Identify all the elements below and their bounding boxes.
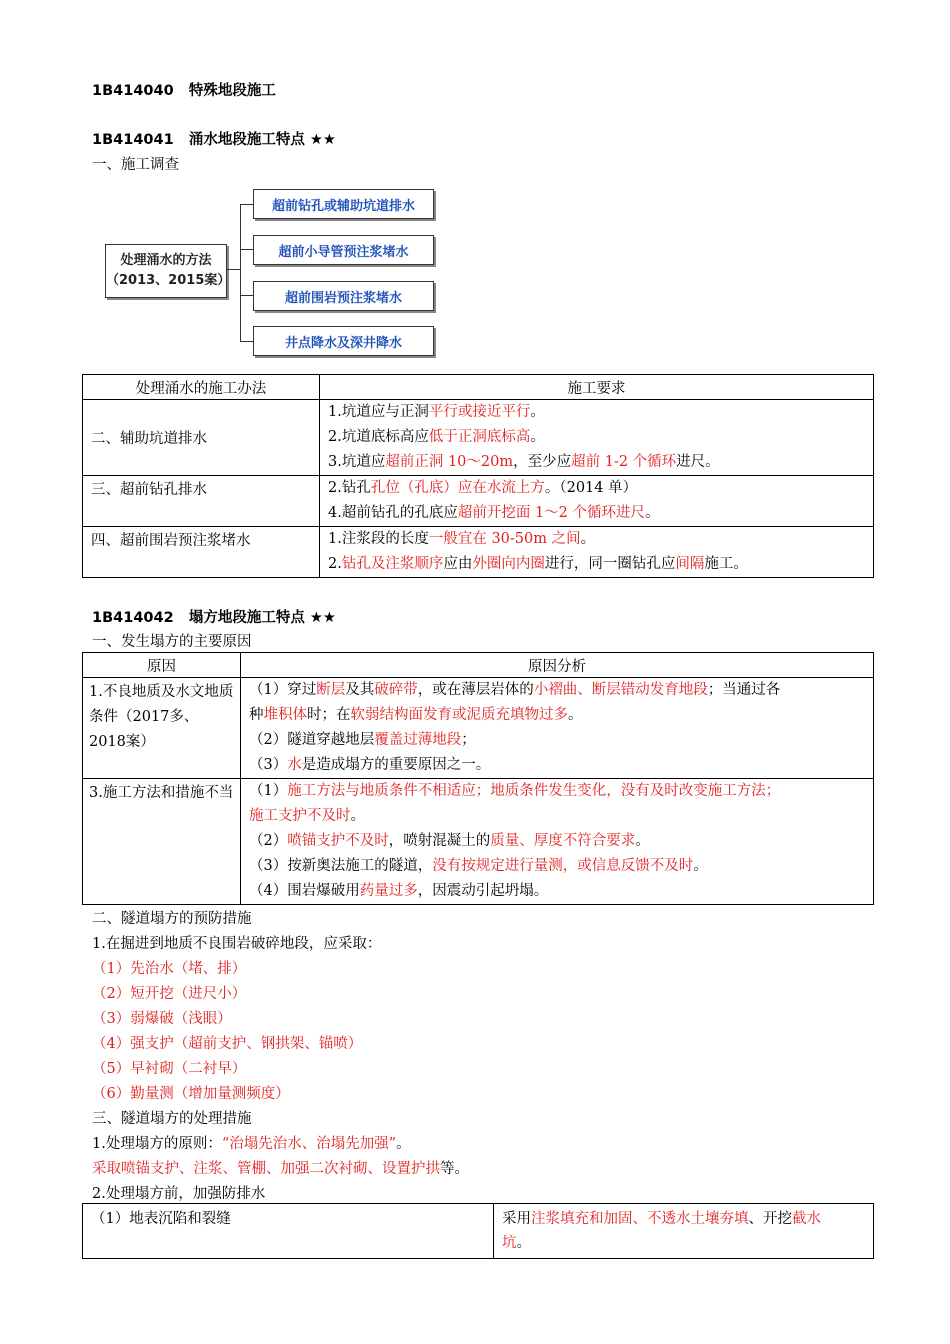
text-segment: ，或在薄层岩体的 <box>417 682 534 698</box>
section-heading <box>92 79 276 100</box>
paragraph-heading: 一、施工调查 <box>92 157 179 173</box>
condition-cell: （1）地表沉陷和裂缝 <box>83 1204 494 1259</box>
text-segment: （1）穿过 <box>249 682 317 698</box>
collapse-cause-table <box>82 652 874 905</box>
text-segment: ； <box>461 732 476 748</box>
text-segment: 进尺。 <box>676 454 720 470</box>
text-segment: 。 <box>635 833 650 849</box>
emphasis-text: 一般宜在 30-50m 之间 <box>428 531 581 547</box>
text-segment: ，喷射混凝土的 <box>388 833 491 849</box>
prevention-heading: 二、隧道塌方的预防措施 <box>92 911 252 927</box>
measure-line <box>502 1231 865 1255</box>
emphasis-text: 平行或接近平行 <box>428 404 531 420</box>
method-cell: 二、辅助坑道排水 <box>83 400 320 476</box>
emphasis-text: 药量过多 <box>359 883 418 899</box>
subsection-code: 1B414042 <box>92 610 174 626</box>
prevention-item: （2）短开挖（进尺小） <box>92 986 247 1002</box>
water-treatment-table <box>82 374 874 578</box>
emphasis-text: 孔位（孔底）应在水流上方 <box>370 480 545 496</box>
connector-line <box>240 204 241 342</box>
subsection-title: 塌方地段施工特点 <box>188 610 305 626</box>
table-header: 原因 <box>83 653 241 678</box>
text-segment: （1） <box>249 783 288 799</box>
text-segment: 。 <box>693 858 708 874</box>
prevention-item: （5）早衬砌（二衬早） <box>92 1061 247 1077</box>
treatment-principle <box>92 1132 411 1153</box>
prevention-intro: 1.在掘进到地质不良围岩破碎地段，应采取： <box>92 936 382 952</box>
principle-text: “治塌先治水、治塌先加强” <box>221 1136 397 1152</box>
text-segment: （3） <box>249 757 288 773</box>
text-segment: 1.坑道应与正洞 <box>328 404 429 420</box>
requirement-cell <box>320 400 874 476</box>
emphasis-text: 施工方法与地质条件不相适应；地质条件发生变化，没有及时改变施工方法； <box>287 783 781 799</box>
table-row <box>83 527 874 578</box>
connector-line <box>240 204 253 205</box>
requirement-line <box>320 400 873 425</box>
analysis-line <box>241 728 873 753</box>
connector-line <box>240 249 253 250</box>
diagram-branch: 超前小导管预注浆堵水 <box>253 235 434 265</box>
emphasis-text: 超前 1-2 个循环 <box>571 454 677 470</box>
treatment-heading: 三、隧道塌方的处理措施 <box>92 1111 252 1127</box>
prevention-item: （3）弱爆破（浅眼） <box>92 1011 232 1027</box>
star-rating: ★★ <box>309 132 336 148</box>
diagram-main-line2: （2013、2015案） <box>106 273 231 288</box>
emphasis-text: 超前开挖面 1～2 个循环进尺 <box>457 505 646 521</box>
emphasis-text: 超前正洞 10～20m <box>385 454 514 470</box>
connector-line <box>240 341 253 342</box>
principle-suffix: 。 <box>396 1136 411 1152</box>
text-segment: 种 <box>249 707 264 723</box>
analysis-cell <box>241 678 874 779</box>
text-segment: 进行，同一圈钻孔应 <box>544 556 676 572</box>
requirement-cell <box>320 527 874 578</box>
text-segment: ，因震动引起坍塌。 <box>417 883 549 899</box>
drain-heading: 2.处理塌方前，加强防排水 <box>92 1186 266 1202</box>
method-cell: 四、超前围岩预注浆堵水 <box>83 527 320 578</box>
requirement-line <box>320 425 873 450</box>
treatment-measures <box>92 1157 469 1178</box>
requirement-line <box>320 450 873 475</box>
connector-line <box>226 269 240 270</box>
text-segment: ，至少应 <box>513 454 572 470</box>
emphasis-text: 截水 <box>792 1211 821 1227</box>
analysis-line <box>241 829 873 854</box>
text-segment: ；当通过各 <box>707 682 781 698</box>
text-segment: 。 <box>350 808 365 824</box>
text-segment: 。 <box>530 429 545 445</box>
diagram-branch: 超前钻孔或辅助坑道排水 <box>253 189 434 219</box>
section-title: 特殊地段施工 <box>188 83 276 99</box>
requirement-cell <box>320 476 874 527</box>
prevention-item: （4）强支护（超前支护、钢拱架、锚喷） <box>92 1036 363 1052</box>
emphasis-text: 破碎带 <box>374 682 418 698</box>
text-segment: （3）按新奥法施工的隧道， <box>249 858 433 874</box>
emphasis-text: 注浆填充和加固、不透水土壤夯填 <box>531 1211 749 1227</box>
table-header: 施工要求 <box>320 375 874 400</box>
emphasis-text: 施工支护不及时 <box>249 808 351 824</box>
principle-prefix: 1.处理塌方的原则： <box>92 1136 222 1152</box>
analysis-line <box>241 678 873 703</box>
text-segment: （2） <box>249 833 288 849</box>
subsection-heading-1 <box>92 128 336 149</box>
cause-cell: 3.施工方法和措施不当 <box>83 779 241 905</box>
analysis-line <box>241 779 873 804</box>
text-segment: 。 <box>568 707 583 723</box>
emphasis-text: 质量、厚度不符合要求 <box>490 833 636 849</box>
table-header-row <box>83 375 874 400</box>
text-segment: 4.超前钻孔的孔底应 <box>328 505 458 521</box>
text-segment: 施工。 <box>704 556 748 572</box>
emphasis-text: 低于正洞底标高 <box>428 429 531 445</box>
paragraph-heading: 一、发生塌方的主要原因 <box>92 634 252 650</box>
diagram-main-box <box>105 244 231 298</box>
emphasis-text: 覆盖过薄地段 <box>374 732 462 748</box>
text-segment: 应由 <box>443 556 473 572</box>
method-cell: 三、超前钻孔排水 <box>83 476 320 527</box>
measure-cell <box>494 1204 874 1259</box>
analysis-cell <box>241 779 874 905</box>
cause-cell: 1.不良地质及水文地质条件（2017多、2018案） <box>83 678 241 779</box>
text-segment: 。 <box>580 531 596 547</box>
emphasis-text: 外圈向内圈 <box>472 556 545 572</box>
section-code: 1B414040 <box>92 83 174 99</box>
text-segment: （4）围岩爆破用 <box>249 883 360 899</box>
diagram-main-line1: 处理涌水的方法 <box>120 253 212 268</box>
text-segment: 3.坑道应 <box>328 454 386 470</box>
text-segment: 。 <box>645 505 660 521</box>
text-segment: 2.钻孔 <box>328 480 371 496</box>
analysis-line <box>241 804 873 829</box>
measure-line <box>502 1207 865 1231</box>
prevention-item: （1）先治水（堵、排） <box>92 961 247 977</box>
subsection-code: 1B414041 <box>92 132 174 148</box>
text-segment: 、开挖 <box>748 1211 792 1227</box>
measures-text: 采取喷锚支护、注浆、管棚、加强二次衬砌、设置护拱 <box>92 1161 440 1177</box>
table-header-row <box>83 653 874 678</box>
diagram-branch: 超前围岩预注浆堵水 <box>253 281 434 311</box>
text-segment: 。（2014 单） <box>544 480 638 496</box>
connector-line <box>240 295 253 296</box>
text-segment: 及其 <box>345 682 375 698</box>
text-segment: 。 <box>530 404 545 420</box>
emphasis-text: 间隔 <box>675 556 705 572</box>
emphasis-text: 堆积体 <box>263 707 307 723</box>
requirement-line <box>320 527 873 552</box>
table-header: 处理涌水的施工办法 <box>83 375 320 400</box>
table-row <box>83 476 874 527</box>
analysis-line <box>241 879 873 904</box>
requirement-line <box>320 501 873 526</box>
emphasis-text: 钻孔及注浆顺序 <box>341 556 444 572</box>
diagram-branch: 井点降水及深井降水 <box>253 326 434 356</box>
drainage-table <box>82 1203 874 1259</box>
requirement-line <box>320 476 873 501</box>
text-segment: 2.坑道底标高应 <box>328 429 429 445</box>
text-segment: 。 <box>516 1235 531 1251</box>
analysis-line <box>241 854 873 879</box>
emphasis-text: 软弱结构面发育或泥质充填物过多 <box>350 707 568 723</box>
analysis-line <box>241 703 873 728</box>
emphasis-text: 水 <box>287 757 302 773</box>
subsection-title: 涌水地段施工特点 <box>188 132 305 148</box>
measures-suffix: 等。 <box>440 1161 469 1177</box>
requirement-line <box>320 552 873 577</box>
text-segment: 时；在 <box>307 707 351 723</box>
emphasis-text: 没有按规定进行量测，或信息反馈不及时 <box>432 858 694 874</box>
table-row <box>83 1204 874 1259</box>
prevention-item: （6）勤量测（增加量测频度） <box>92 1086 290 1102</box>
emphasis-text: 喷锚支护不及时 <box>287 833 389 849</box>
subsection-heading-2 <box>92 606 336 627</box>
star-rating: ★★ <box>309 610 336 626</box>
emphasis-text: 小褶曲、断层错动发育地段 <box>533 682 708 698</box>
table-row <box>83 779 874 905</box>
table-header: 原因分析 <box>241 653 874 678</box>
text-segment: 采用 <box>502 1211 531 1227</box>
text-segment: 1.注浆段的长度 <box>328 531 429 547</box>
text-segment: 2. <box>328 556 342 572</box>
analysis-line <box>241 753 873 778</box>
emphasis-text: 坑 <box>502 1235 517 1251</box>
text-segment: 是造成塌方的重要原因之一。 <box>301 757 491 773</box>
emphasis-text: 断层 <box>316 682 346 698</box>
text-segment: （2）隧道穿越地层 <box>249 732 375 748</box>
table-row <box>83 678 874 779</box>
table-row <box>83 400 874 476</box>
